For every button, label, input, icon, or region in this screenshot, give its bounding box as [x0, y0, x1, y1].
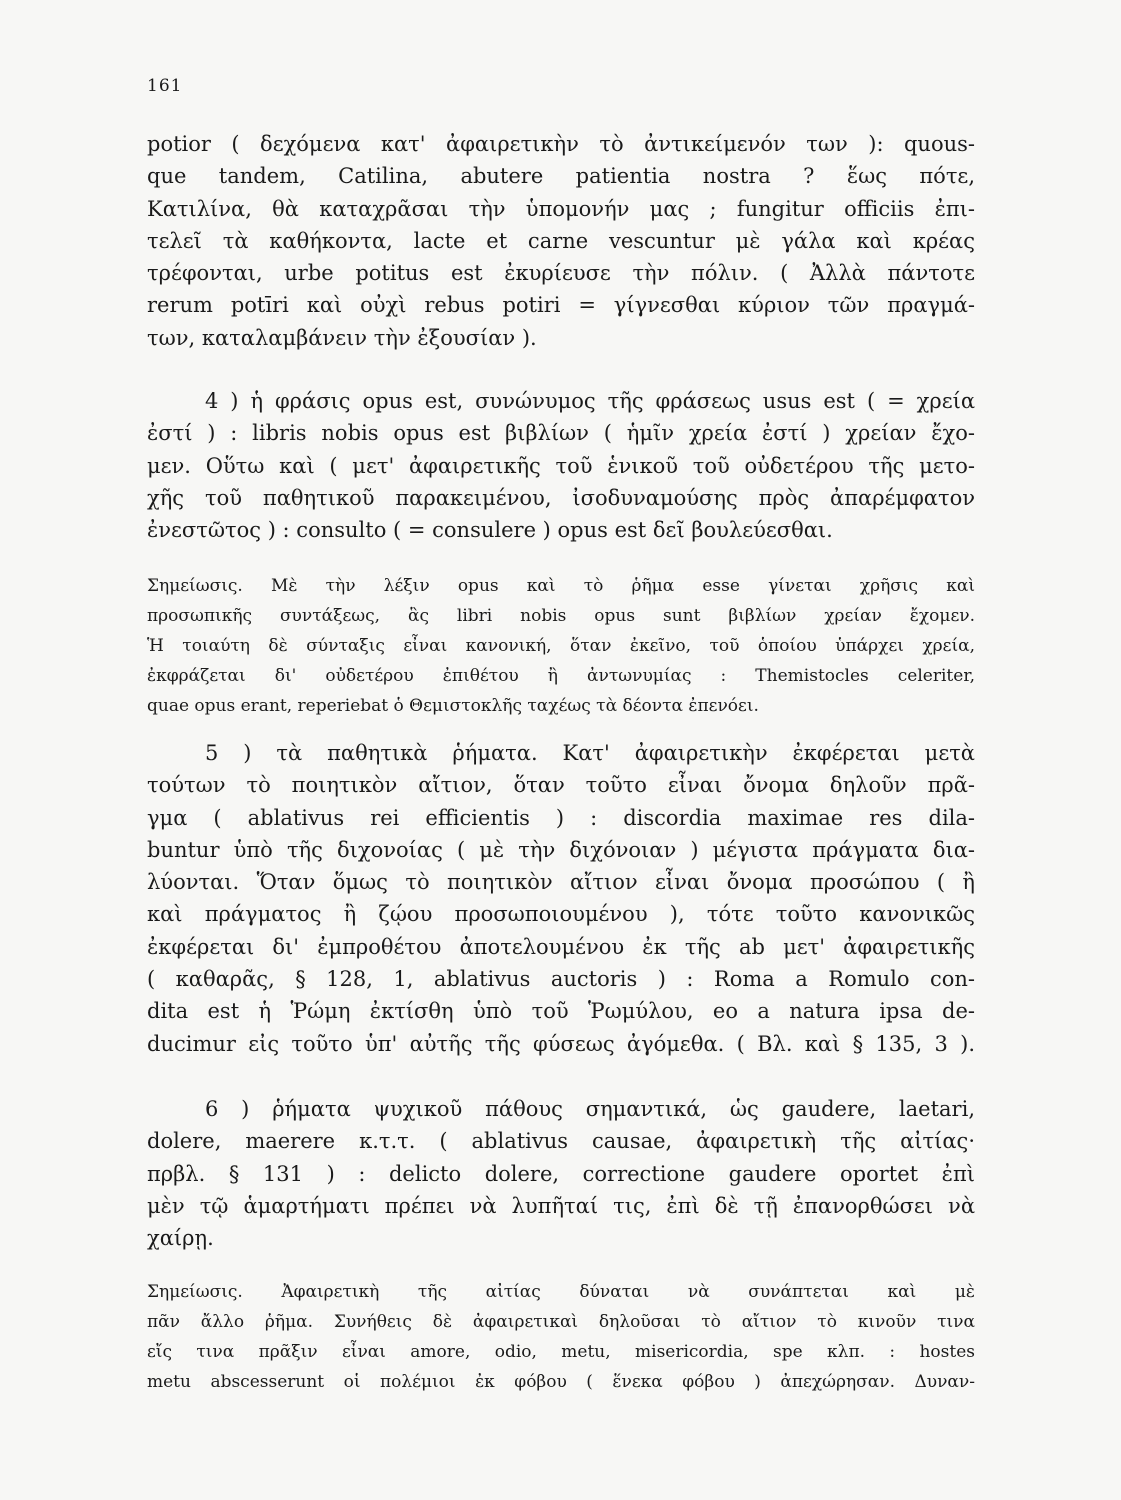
note-ablative-cause: [147, 1277, 975, 1397]
page-number: 161: [147, 76, 183, 96]
text-line: χαίρῃ.: [147, 1226, 214, 1251]
paragraph-emotion-verbs: [147, 1093, 975, 1254]
note-line: quae opus erant, reperiebat ὁ Θεμιστοκλῆς ταχέως τὰ δέοντα ἐπενόει.: [147, 696, 759, 716]
text-line: χῆς τοῦ παθητικοῦ παρακειμένου, ἰσοδυναμούσης πρὸς ἀπαρέμφατον: [147, 485, 975, 510]
text-line: Κατιλίνα, θὰ καταχρᾶσαι τὴν ὑπομονήν μας ; fungitur officiis ἐπι-: [147, 196, 975, 221]
text-line: ἐκφέρεται δι' ἐμπροθέτου ἀποτελουμένου ἐκ τῆς ab μετ' ἀφαιρετικῆς: [147, 934, 975, 959]
text-line: γμα ( ablativus rei efficientis ) : discordia maximae res dila-: [147, 805, 975, 830]
text-line: τρέφονται, urbe potitus est ἐκυρίευσε τὴν πόλιν. ( Ἀλλὰ πάντοτε: [147, 261, 975, 286]
note-line: Ἡ τοιαύτη δὲ σύνταξις εἶναι κανονική, ὅταν ἐκεῖνο, τοῦ ὁποίου ὑπάρχει χρεία,: [147, 636, 975, 656]
paragraph-opus-est: [147, 385, 975, 546]
note-line: ἐκφράζεται δι' οὐδετέρου ἐπιθέτου ἢ ἀντωνυμίας : Themistocles celeriter,: [147, 666, 975, 686]
text-line: 5 ) τὰ παθητικὰ ῥήματα. Κατ' ἀφαιρετικὴν ἐκφέρεται μετὰ: [205, 741, 975, 765]
text-line: dolere, maerere κ.τ.τ. ( ablativus causae, ἀφαιρετικὴ τῆς αἰτίας·: [147, 1129, 975, 1154]
text-line: καὶ πράγματος ἢ ζῴου προσωποιουμένου ), τότε τοῦτο κανονικῶς: [147, 902, 975, 927]
text-line: ἐνεστῶτος ) : consulto ( = consulere ) opus est δεῖ βουλεύεσθαι.: [147, 518, 833, 543]
paragraph-potior-continuation: [147, 128, 975, 354]
text-line: των, καταλαμβάνειν τὴν ἐξουσίαν ).: [147, 325, 537, 350]
text-line: ducimur εἰς τοῦτο ὑπ' αὐτῆς τῆς φύσεως ἀγόμεθα. ( Βλ. καὶ § 135, 3 ).: [147, 1031, 975, 1056]
text-line: τούτων τὸ ποιητικὸν αἴτιον, ὅταν τοῦτο εἶναι ὄνομα δηλοῦν πρᾶ-: [147, 773, 975, 798]
text-line: μεν. Οὕτω καὶ ( μετ' ἀφαιρετικῆς τοῦ ἑνικοῦ τοῦ οὐδετέρου τῆς μετο-: [147, 453, 975, 478]
note-line: metu abscesserunt οἱ πολέμιοι ἐκ φόβου ( ἕνεκα φόβου ) ἀπεχώρησαν. Δυναν-: [147, 1372, 975, 1392]
note-line: Σημείωσις. Ἀφαιρετικὴ τῆς αἰτίας δύναται νὰ συνάπτεται καὶ μὲ: [147, 1282, 975, 1302]
note-line: πᾶν ἄλλο ῥῆμα. Συνήθεις δὲ ἀφαιρετικαὶ δηλοῦσαι τὸ αἴτιον τὸ κινοῦν τινα: [147, 1312, 975, 1332]
paragraph-passive-verbs: [147, 737, 975, 1060]
text-line: rerum potīri καὶ οὐχὶ rebus potiri = γίγνεσθαι κύριον τῶν πραγμά-: [147, 293, 975, 318]
text-line: dita est ἡ Ῥώμη ἐκτίσθη ὑπὸ τοῦ Ῥωμύλου, eo a natura ipsa de-: [147, 999, 975, 1024]
note-opus-esse: [147, 571, 975, 721]
text-line: ( καθαρᾶς, § 128, 1, ablativus auctoris ) : Roma a Romulo con-: [147, 967, 975, 992]
text-line: 4 ) ἡ φράσις opus est, συνώνυμος τῆς φράσεως usus est ( = χρεία: [205, 389, 975, 413]
text-line: πρβλ. § 131 ) : delicto dolere, correctione gaudere oportet ἐπὶ: [147, 1161, 975, 1186]
text-line: μὲν τῷ ἁμαρτήματι πρέπει νὰ λυπῆταί τις, ἐπὶ δὲ τῇ ἐπανορθώσει νὰ: [147, 1193, 975, 1218]
text-line: τελεῖ τὰ καθήκοντα, lacte et carne vescuntur μὲ γάλα καὶ κρέας: [147, 228, 975, 253]
text-line: λύονται. Ὅταν ὅμως τὸ ποιητικὸν αἴτιον εἶναι ὄνομα προσώπου ( ἢ: [147, 870, 975, 895]
note-line: εἴς τινα πρᾶξιν εἶναι amore, odio, metu, misericordia, spe κλπ. : hostes: [147, 1342, 975, 1362]
text-line: potior ( δεχόμενα κατ' ἀφαιρετικὴν τὸ ἀντικείμενόν των ): quous-: [147, 132, 975, 156]
text-line: ἐστί ) : libris nobis opus est βιβλίων ( ἡμῖν χρεία ἐστί ) χρείαν ἔχο-: [147, 421, 975, 446]
text-line: 6 ) ῥήματα ψυχικοῦ πάθους σημαντικά, ὡς gaudere, laetari,: [205, 1097, 975, 1121]
note-line: προσωπικῆς συντάξεως, ἃς libri nobis opus sunt βιβλίων χρείαν ἔχομεν.: [147, 606, 975, 626]
text-line: buntur ὑπὸ τῆς διχονοίας ( μὲ τὴν διχόνοιαν ) μέγιστα πράγματα δια-: [147, 837, 975, 862]
text-line: que tandem, Catilina, abutere patientia nostra ? ἕως πότε,: [147, 164, 975, 189]
note-line: Σημείωσις. Μὲ τὴν λέξιν opus καὶ τὸ ῥῆμα esse γίνεται χρῆσις καὶ: [147, 576, 975, 596]
